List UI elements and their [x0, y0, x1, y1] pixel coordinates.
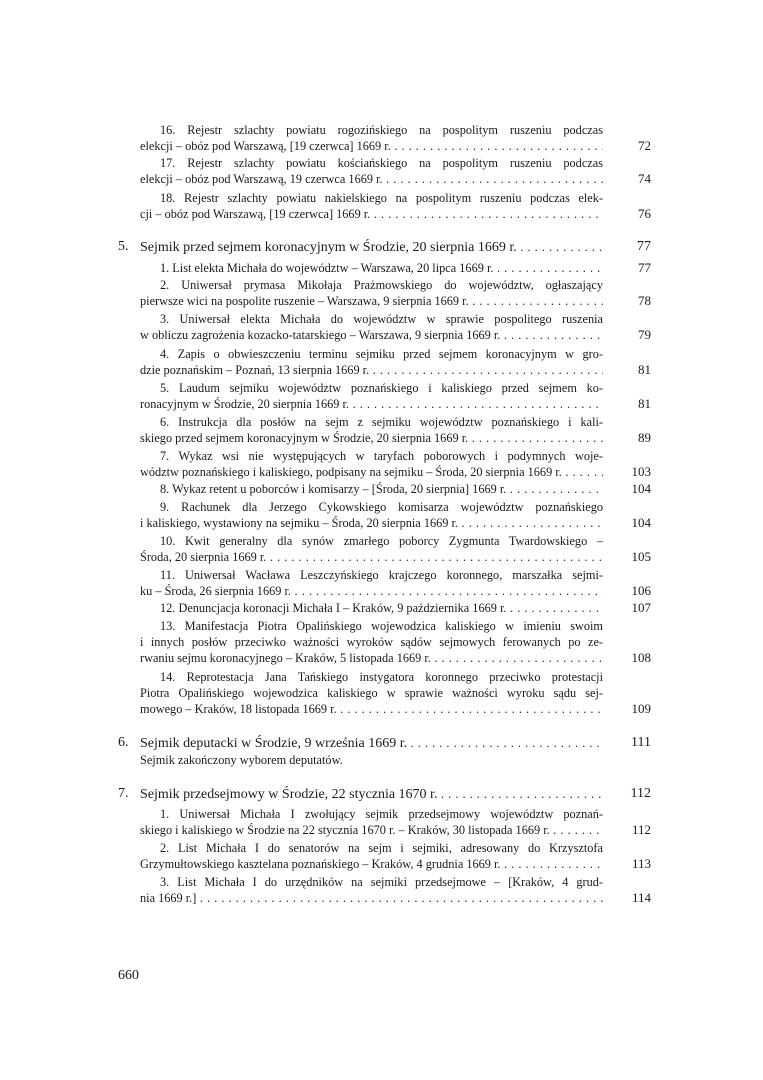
s5-entry-2-line1: 2. Uniwersał prymasa Mikołaja Prażmowskiego do województw, ogłaszający [160, 278, 603, 292]
s5-entry-12-page: 107 [631, 600, 651, 615]
s7-entry-2-line2: Grzymułtowskiego kasztelana poznańskiego – Kraków, 4 grudnia 1669 r. . . . [140, 856, 603, 872]
s5-entry-1-page: 77 [638, 260, 651, 275]
s7-entry-3-line1: 3. List Michała I do urzędników na sejmiki przedsejmowe – [Kraków, 4 grud- [160, 875, 603, 889]
s5-entry-8-page: 104 [631, 481, 651, 496]
s5-entry-1-line1: 1. List elekta Michała do województw – Warszawa, 20 lipca 1669 r. . . . [160, 260, 603, 276]
s5-entry-11-line2: ku – Środa, 26 sierpnia 1669 r. . . . [140, 583, 603, 599]
s7-entry-1-line1: 1. Uniwersał Michała I zwołujący sejmik przedsejmowy województw poznań- [160, 807, 603, 821]
s7-entry-1-page: 112 [631, 822, 651, 837]
s5-entry-6-line1: 6. Instrukcja dla posłów na sejm z sejmiku województw poznańskiego i kali- [160, 415, 603, 429]
s5-entry-5-line2: ronacyjnym w Środzie, 20 sierpnia 1669 r. . . . [140, 396, 603, 412]
s7-entry-1-line2: skiego i kaliskiego w Środzie na 22 stycznia 1670 r. – Kraków, 30 listopada 1669 r. . . . [140, 822, 603, 838]
s5-entry-3-page: 79 [638, 327, 651, 342]
s7-entry-3-page: 114 [631, 890, 651, 905]
toc-entry-18-page: 76 [638, 206, 651, 221]
toc-entry-16-line1: 16. Rejestr szlachty powiatu rogozińskiego na pospolitym ruszeniu podczas [160, 123, 603, 137]
s5-entry-8-line1: 8. Wykaz retent u poborców i komisarzy – [Środa, 20 sierpnia] 1669 r. . . . [160, 481, 603, 497]
s5-entry-6-line2: skiego przed sejmem koronacyjnym w Środzie, 20 sierpnia 1669 r. . . . [140, 430, 603, 446]
s5-entry-4-line2: dzie poznańskim – Poznań, 13 sierpnia 1669 r. . . . [140, 362, 603, 378]
toc-entry-16-line2: elekcji – obóz pod Warszawą, [19 czerwca] 1669 r. . . . [140, 138, 603, 154]
s5-entry-4-line1: 4. Zapis o obwieszczeniu terminu sejmiku przed sejmem koronacyjnym w gro- [160, 347, 603, 361]
s5-entry-3-line2: w obliczu zagrożenia kozacko-tatarskiego – Warszawa, 9 sierpnia 1669 r. . . . [140, 327, 603, 343]
s5-entry-14-line3: mowego – Kraków, 18 listopada 1669 r. . . . [140, 701, 603, 717]
s5-entry-7-page: 103 [631, 464, 651, 479]
s5-entry-10-line2: Środa, 20 sierpnia 1669 r. . . . [140, 549, 603, 565]
s5-entry-13-line3: rwaniu sejmu koronacyjnego – Kraków, 5 listopada 1669 r. . . . [140, 650, 603, 666]
s5-entry-13-line2: i innych posłów przeciwko ważności wyroków sądów sejmowych ferowanych po ze- [140, 635, 603, 649]
section-5-title: Sejmik przed sejmem koronacyjnym w Środzie, 20 sierpnia 1669 r. . . . [140, 238, 603, 257]
s5-entry-11-line1: 11. Uniwersał Wacława Leszczyńskiego krajczego koronnego, marszałka sejmi- [160, 568, 603, 582]
s5-entry-9-line2: i kaliskiego, wystawiony na sejmiku – Środa, 20 sierpnia 1669 r. . . . [140, 515, 603, 531]
toc-entry-16-page: 72 [638, 138, 651, 153]
toc-entry-18-line1: 18. Rejestr szlachty powiatu nakielskiego na pospolitym ruszeniu podczas elek- [160, 191, 603, 205]
section-6-number: 6. [118, 735, 129, 750]
s5-entry-6-page: 89 [638, 430, 651, 445]
s5-entry-14-page: 109 [631, 701, 651, 716]
section-5-page: 77 [637, 239, 651, 254]
section-7-number: 7. [118, 786, 129, 801]
section-6-title: Sejmik deputacki w Środzie, 9 września 1669 r. . . . [140, 734, 603, 753]
s5-entry-4-page: 81 [638, 362, 651, 377]
s5-entry-9-page: 104 [631, 515, 651, 530]
s5-entry-3-line1: 3. Uniwersał elekta Michała do województw w sprawie pospolitego ruszenia [160, 312, 603, 326]
s7-entry-2-line1: 2. List Michała I do senatorów na sejm i sejmiki, adresowany do Krzysztofa [160, 841, 603, 855]
s5-entry-11-page: 106 [631, 583, 651, 598]
page-number: 660 [118, 968, 139, 983]
s5-entry-10-page: 105 [631, 549, 651, 564]
section-7-page: 112 [630, 786, 651, 801]
toc-entry-17-line1: 17. Rejestr szlachty powiatu kościańskiego na pospolitym ruszeniu podczas [160, 156, 603, 170]
s5-entry-9-line1: 9. Rachunek dla Jerzego Cykowskiego komisarza województw poznańskiego [160, 500, 603, 514]
s5-entry-14-line2: Piotra Opalińskiego wojewodzica kaliskiego w sprawie ważności wyroku sądu sej- [140, 686, 603, 700]
section-6-page: 111 [631, 735, 651, 750]
s5-entry-7-line2: wództw poznańskiego i kaliskiego, podpisany na sejmiku – Środa, 20 sierpnia 1669 r. . . . [140, 464, 603, 480]
section-7-title: Sejmik przedsejmowy w Środzie, 22 stycznia 1670 r. . . . [140, 785, 603, 804]
section-5-number: 5. [118, 239, 129, 254]
toc-entry-18-line2: cji – obóz pod Warszawą, [19 czerwca] 1669 r. . . . [140, 206, 603, 222]
section-6-note: Sejmik zakończony wyborem deputatów. [140, 753, 343, 767]
s5-entry-2-line2: pierwsze wici na pospolite ruszenie – Warszawa, 9 sierpnia 1669 r. . . . [140, 293, 603, 309]
toc-entry-17-page: 74 [638, 171, 651, 186]
s5-entry-10-line1: 10. Kwit generalny dla synów zmarłego poborcy Zygmunta Twardowskiego – [160, 534, 603, 548]
s7-entry-2-page: 113 [631, 856, 651, 871]
s5-entry-7-line1: 7. Wykaz wsi nie występujących w taryfach poborowych i podymnych woje- [160, 449, 603, 463]
s5-entry-13-line1: 13. Manifestacja Piotra Opalińskiego wojewodzica kaliskiego w imieniu swoim [160, 619, 603, 633]
s5-entry-12-line1: 12. Denuncjacja koronacji Michała I – Kraków, 9 października 1669 r. . . . [160, 600, 603, 616]
s7-entry-3-line2: nia 1669 r.] . . . [140, 890, 603, 906]
s5-entry-5-line1: 5. Laudum sejmiku województw poznańskiego i kaliskiego przed sejmem ko- [160, 381, 603, 395]
s5-entry-2-page: 78 [638, 293, 651, 308]
s5-entry-14-line1: 14. Reprotestacja Jana Tańskiego instygatora koronnego przeciwko protestacji [160, 670, 603, 684]
s5-entry-5-page: 81 [638, 396, 651, 411]
s5-entry-13-page: 108 [631, 650, 651, 665]
toc-entry-17-line2: elekcji – obóz pod Warszawą, 19 czerwca 1669 r. . . . [140, 171, 603, 187]
